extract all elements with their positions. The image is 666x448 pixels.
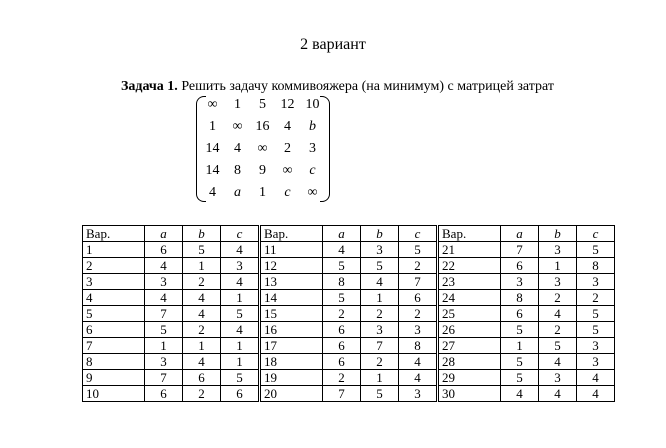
value-cell: 7	[323, 386, 361, 402]
matrix-cell: 1	[209, 119, 216, 134]
value-cell: 5	[399, 242, 438, 258]
cost-matrix	[196, 94, 330, 204]
matrix-cell: ∞	[207, 97, 218, 112]
variant-number-cell: 3	[83, 274, 145, 290]
value-cell: 5	[539, 338, 577, 354]
value-cell: 5	[577, 306, 615, 322]
variant-number-cell: 21	[438, 242, 501, 258]
header-b: b	[361, 226, 399, 242]
matrix-cell: 16	[255, 119, 270, 134]
matrix-cell: ∞	[257, 141, 268, 156]
value-cell: 1	[221, 338, 260, 354]
value-cell: 4	[183, 306, 221, 322]
value-cell: 8	[577, 258, 615, 274]
value-cell: 1	[361, 370, 399, 386]
value-cell: 4	[323, 242, 361, 258]
value-cell: 4	[221, 274, 260, 290]
value-cell: 3	[577, 338, 615, 354]
value-cell: 3	[399, 322, 438, 338]
task-text: Решить задачу коммивояжера (на минимум) с матрицей затрат	[177, 79, 554, 94]
value-cell: 2	[399, 258, 438, 274]
matrix-row	[200, 160, 325, 182]
value-cell: 2	[577, 290, 615, 306]
variants-table	[82, 225, 615, 402]
matrix-cell: b	[309, 119, 316, 134]
value-cell: 6	[183, 370, 221, 386]
variant-number-cell: 22	[438, 258, 501, 274]
value-cell: 5	[221, 306, 260, 322]
value-cell: 2	[183, 274, 221, 290]
table-row	[83, 322, 615, 338]
table-row	[83, 370, 615, 386]
variant-number-cell: 10	[83, 386, 145, 402]
matrix-cell: 5	[259, 97, 266, 112]
value-cell: 3	[577, 354, 615, 370]
value-cell: 4	[399, 354, 438, 370]
variant-number-cell: 29	[438, 370, 501, 386]
value-cell: 5	[577, 322, 615, 338]
value-cell: 3	[577, 274, 615, 290]
variant-number-cell: 25	[438, 306, 501, 322]
variant-number-cell: 20	[260, 386, 323, 402]
value-cell: 1	[539, 258, 577, 274]
variant-number-cell: 30	[438, 386, 501, 402]
matrix-cell: 4	[284, 119, 291, 134]
header-a: a	[323, 226, 361, 242]
variant-number-cell: 12	[260, 258, 323, 274]
value-cell: 4	[539, 354, 577, 370]
value-cell: 3	[145, 354, 183, 370]
value-cell: 3	[221, 258, 260, 274]
value-cell: 5	[361, 258, 399, 274]
value-cell: 2	[183, 386, 221, 402]
matrix-cell: 9	[259, 163, 266, 178]
header-b: b	[183, 226, 221, 242]
matrix-cell: ∞	[282, 163, 293, 178]
header-c: c	[577, 226, 615, 242]
task-label: Задача 1.	[121, 79, 178, 94]
matrix-row	[200, 138, 325, 160]
table-row	[83, 258, 615, 274]
value-cell: 6	[501, 258, 539, 274]
matrix-cell: 4	[209, 185, 216, 200]
value-cell: 4	[145, 258, 183, 274]
value-cell: 5	[577, 242, 615, 258]
variant-number-cell: 15	[260, 306, 323, 322]
value-cell: 5	[323, 258, 361, 274]
matrix-cell: ∞	[307, 185, 318, 200]
value-cell: 6	[145, 242, 183, 258]
header-a: a	[501, 226, 539, 242]
variant-number-cell: 5	[83, 306, 145, 322]
value-cell: 4	[221, 242, 260, 258]
value-cell: 3	[361, 322, 399, 338]
header-variant: Вар.	[438, 226, 501, 242]
matrix-cell: a	[234, 185, 241, 200]
value-cell: 6	[145, 386, 183, 402]
matrix-row	[200, 94, 325, 116]
value-cell: 5	[361, 386, 399, 402]
variant-number-cell: 28	[438, 354, 501, 370]
variant-number-cell: 24	[438, 290, 501, 306]
matrix-cell: 1	[259, 185, 266, 200]
table-row	[83, 274, 615, 290]
matrix-cell: 1	[234, 97, 241, 112]
table-header-row	[83, 226, 615, 242]
value-cell: 6	[323, 322, 361, 338]
value-cell: 3	[501, 274, 539, 290]
value-cell: 3	[145, 274, 183, 290]
matrix-cell: 8	[234, 163, 241, 178]
value-cell: 7	[145, 370, 183, 386]
table-row	[83, 290, 615, 306]
value-cell: 2	[323, 306, 361, 322]
value-cell: 5	[501, 370, 539, 386]
value-cell: 5	[145, 322, 183, 338]
value-cell: 8	[501, 290, 539, 306]
value-cell: 3	[539, 242, 577, 258]
value-cell: 2	[323, 370, 361, 386]
matrix-cell: 10	[305, 97, 320, 112]
value-cell: 3	[399, 386, 438, 402]
value-cell: 5	[323, 290, 361, 306]
variant-number-cell: 11	[260, 242, 323, 258]
header-b: b	[539, 226, 577, 242]
value-cell: 2	[361, 306, 399, 322]
value-cell: 6	[221, 386, 260, 402]
value-cell: 2	[361, 354, 399, 370]
header-variant: Вар.	[260, 226, 323, 242]
value-cell: 5	[501, 354, 539, 370]
variant-number-cell: 1	[83, 242, 145, 258]
variant-number-cell: 4	[83, 290, 145, 306]
table-row	[83, 386, 615, 402]
variant-number-cell: 19	[260, 370, 323, 386]
value-cell: 4	[399, 370, 438, 386]
value-cell: 1	[221, 354, 260, 370]
value-cell: 4	[221, 322, 260, 338]
variant-number-cell: 13	[260, 274, 323, 290]
value-cell: 7	[145, 306, 183, 322]
matrix-cell: 3	[309, 141, 316, 156]
header-c: c	[399, 226, 438, 242]
value-cell: 7	[399, 274, 438, 290]
value-cell: 6	[323, 354, 361, 370]
matrix-row	[200, 182, 325, 204]
value-cell: 8	[323, 274, 361, 290]
value-cell: 5	[501, 322, 539, 338]
value-cell: 2	[539, 322, 577, 338]
value-cell: 3	[539, 370, 577, 386]
value-cell: 8	[399, 338, 438, 354]
value-cell: 1	[501, 338, 539, 354]
value-cell: 3	[361, 242, 399, 258]
value-cell: 1	[145, 338, 183, 354]
value-cell: 1	[221, 290, 260, 306]
value-cell: 6	[501, 306, 539, 322]
variant-title: 2 вариант	[300, 36, 366, 53]
value-cell: 5	[183, 242, 221, 258]
header-variant: Вар.	[83, 226, 145, 242]
value-cell: 4	[539, 386, 577, 402]
variant-number-cell: 23	[438, 274, 501, 290]
value-cell: 4	[145, 290, 183, 306]
value-cell: 2	[399, 306, 438, 322]
variant-number-cell: 6	[83, 322, 145, 338]
matrix-cell: 14	[205, 141, 220, 156]
variant-number-cell: 18	[260, 354, 323, 370]
table-row	[83, 338, 615, 354]
matrix-cell: 12	[280, 97, 295, 112]
variant-number-cell: 7	[83, 338, 145, 354]
value-cell: 6	[323, 338, 361, 354]
matrix-cell: 2	[284, 141, 291, 156]
variant-number-cell: 9	[83, 370, 145, 386]
value-cell: 2	[539, 290, 577, 306]
matrix-cell: ∞	[232, 119, 243, 134]
value-cell: 1	[361, 290, 399, 306]
value-cell: 4	[539, 306, 577, 322]
value-cell: 7	[501, 242, 539, 258]
value-cell: 4	[501, 386, 539, 402]
variant-number-cell: 27	[438, 338, 501, 354]
value-cell: 4	[183, 354, 221, 370]
value-cell: 1	[183, 258, 221, 274]
table-row	[83, 242, 615, 258]
matrix-cell: 14	[205, 163, 220, 178]
variant-number-cell: 26	[438, 322, 501, 338]
matrix-row	[200, 116, 325, 138]
table-row	[83, 354, 615, 370]
header-a: a	[145, 226, 183, 242]
value-cell: 6	[399, 290, 438, 306]
value-cell: 4	[183, 290, 221, 306]
task-statement	[121, 79, 554, 95]
table-row	[83, 306, 615, 322]
value-cell: 1	[183, 338, 221, 354]
variant-number-cell: 2	[83, 258, 145, 274]
value-cell: 5	[221, 370, 260, 386]
matrix-cell: c	[309, 163, 316, 178]
value-cell: 2	[183, 322, 221, 338]
value-cell: 4	[577, 386, 615, 402]
value-cell: 7	[361, 338, 399, 354]
variant-number-cell: 16	[260, 322, 323, 338]
header-c: c	[221, 226, 260, 242]
value-cell: 4	[577, 370, 615, 386]
value-cell: 4	[361, 274, 399, 290]
matrix-cell: 4	[234, 141, 241, 156]
variant-number-cell: 8	[83, 354, 145, 370]
variant-number-cell: 17	[260, 338, 323, 354]
matrix-cell: c	[284, 185, 291, 200]
value-cell: 3	[539, 274, 577, 290]
variant-number-cell: 14	[260, 290, 323, 306]
